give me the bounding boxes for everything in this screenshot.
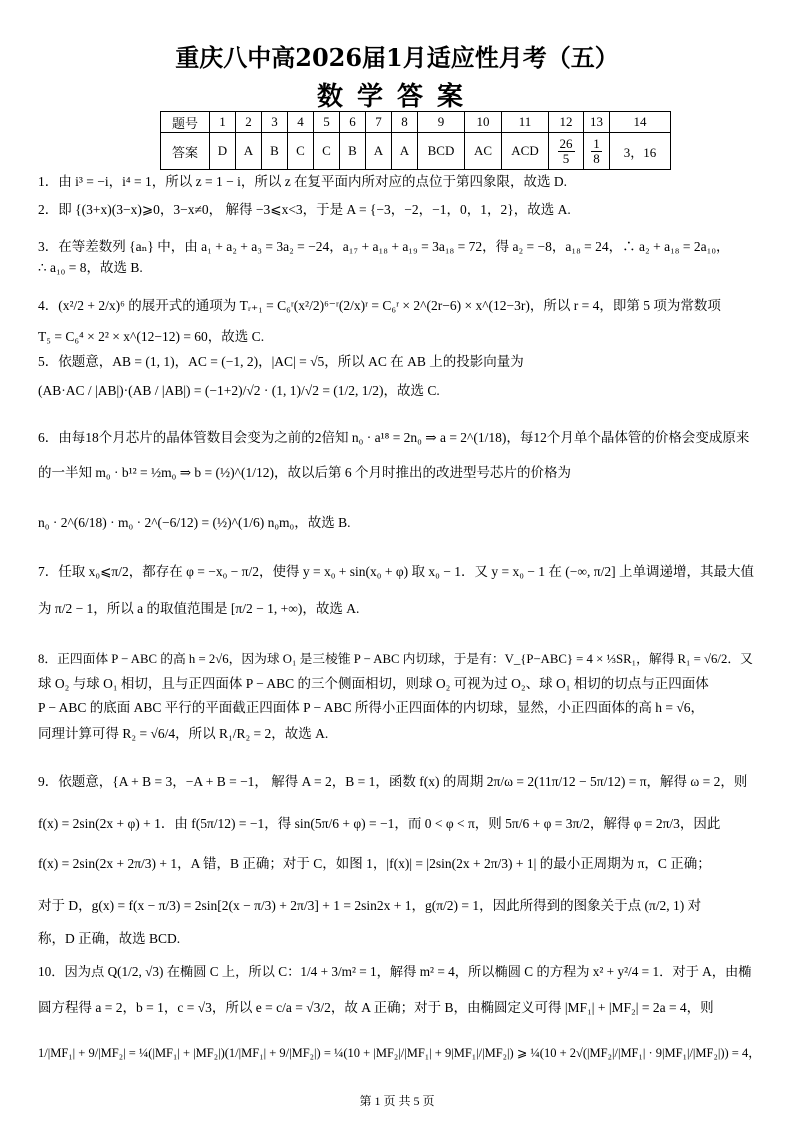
paper-subtitle: 数学答案 — [316, 82, 477, 112]
solution-line: 圆方程得 a = 2，b = 1，c = √3，所以 e = c/a = √3/2，故 A 正确；对于 B，由椭圆定义可得 |MF₁| + |MF₂| = 2a = 4，则 — [38, 1000, 714, 1015]
solution-line: 6．由每18个月芯片的晶体管数目会变为之前的2倍知 n₀ · a¹⁸ = 2n₀ ⇒ a = 2^(1/18)，每12个月单个晶体管的价格会变成原来 — [38, 430, 750, 445]
solution-line: 为 π/2 − 1，所以 a 的取值范围是 [π/2 − 1, +∞)，故选 A. — [38, 601, 360, 616]
solution-line: 8．正四面体 P − ABC 的高 h = 2√6，因为球 O₁ 是三棱锥 P − ABC 内切球，于是有：V_{P−ABC} = 4 × ⅓SR₁，解得 R₁ = √6/2．又 — [38, 652, 753, 666]
answer-cell: A — [236, 133, 262, 170]
solution-line: ∴ a₁₀ = 8，故选 B. — [38, 260, 143, 275]
header-cell: 3 — [262, 112, 288, 133]
fraction-denominator: 5 — [562, 150, 570, 166]
fraction-numerator: 26 — [559, 135, 573, 151]
solution-line: 称，D 正确，故选 BCD. — [38, 931, 181, 946]
solution-line: 同理计算可得 R₂ = √6/4，所以 R₁/R₂ = 2，故选 A. — [38, 726, 329, 741]
answer-cell: AC — [465, 133, 502, 170]
solution-line: n₀ · 2^(6/18) · m₀ · 2^(−6/12) = (½)^(1/6) n₀m₀，故选 B. — [38, 515, 351, 530]
answer-table — [160, 111, 671, 170]
header-cell: 2 — [236, 112, 262, 133]
header-cell: 1 — [210, 112, 236, 133]
header-cell: 14 — [610, 112, 671, 133]
answer-cell: A — [392, 133, 418, 170]
answer-cell: C — [288, 133, 314, 170]
answer-cell: C — [314, 133, 340, 170]
header-cell: 9 — [418, 112, 465, 133]
header-cell: 11 — [502, 112, 549, 133]
solution-line: 2．即 {(3+x)(3−x)⩾0，3−x≠0， 解得 −3⩽x<3，于是 A = {−3，−2，−1，0，1，2}，故选 A. — [38, 202, 571, 217]
answer-cell: BCD — [418, 133, 465, 170]
solution-line: 的一半知 m₀ · b¹² = ½m₀ ⇒ b = (½)^(1/12)，故以后第 6 个月时推出的改进型号芯片的价格为 — [38, 465, 571, 480]
answer-cell: B — [262, 133, 288, 170]
solution-line: 3．在等差数列 {aₙ} 中，由 a₁ + a₂ + a₃ = 3a₂ = −24，a₁₇ + a₁₈ + a₁₉ = 3a₁₈ = 72，得 a₂ = −8，a₁₈ = 24，∴ a₂ + a₁₈ = 2a₁₀， — [38, 239, 730, 254]
header-cell: 题号 — [161, 112, 210, 133]
paper-title: 重庆八中高2026届1月适应性月考（五） — [175, 43, 619, 72]
answer-cell: D — [210, 133, 236, 170]
header-cell: 8 — [392, 112, 418, 133]
answer-label-cell: 答案 — [161, 133, 210, 170]
solution-line: 4．(x²/2 + 2/x)⁶ 的展开式的通项为 Tᵣ₊₁ = C₆ʳ(x²/2)⁶⁻ʳ(2/x)ʳ = C₆ʳ × 2^(2r−6) × x^(12−3r)，所以 r = 4，即第 5 项为常数项 — [38, 298, 721, 313]
header-cell: 10 — [465, 112, 502, 133]
fraction-denominator: 8 — [593, 150, 600, 166]
header-cell: 13 — [584, 112, 610, 133]
answer-cell: ACD — [502, 133, 549, 170]
solution-line: T₅ = C₆⁴ × 2² × x^(12−12) = 60，故选 C. — [38, 329, 265, 344]
answer-cell: A — [366, 133, 392, 170]
header-cell: 12 — [549, 112, 584, 133]
header-cell: 6 — [340, 112, 366, 133]
solution-line: (AB·AC / |AB|)·(AB / |AB|) = (−1+2)/√2 · (1, 1)/√2 = (1/2, 1/2)，故选 C. — [38, 383, 440, 398]
page-footer: 第 1 页 共 5 页 — [359, 1094, 435, 1108]
solution-line: 1/|MF₁| + 9/|MF₂| = ¼(|MF₁| + |MF₂|)(1/|MF₁| + 9/|MF₂|) = ¼(10 + |MF₂|/|MF₁| + 9|MF₁|/|MF₂|) ⩾ ¼(10 + 2√(|MF₂|/|MF₁| · 9|MF₁|/|MF₂|)) = 4， — [38, 1046, 761, 1060]
answer-table-answer-row — [161, 133, 671, 170]
answer-cell-12 — [549, 133, 584, 170]
solution-line: P − ABC 的底面 ABC 平行的平面截正四面体 P − ABC 所得小正四面体的内切球，显然，小正四面体的高 h = √6， — [38, 700, 705, 715]
solution-line: f(x) = 2sin(2x + φ) + 1．由 f(5π/12) = −1，得 sin(5π/6 + φ) = −1，而 0 < φ < π，则 5π/6 + φ = 3π/2，解得 φ = 2π/3，因此 — [38, 816, 721, 831]
solution-line: 5．依题意，AB = (1, 1)，AC = (−1, 2)，|AC| = √5，所以 AC 在 AB 上的投影向量为 — [38, 354, 524, 369]
header-cell: 5 — [314, 112, 340, 133]
fraction — [591, 137, 602, 165]
solution-line: 7．任取 x₀⩽π/2，都存在 φ = −x₀ − π/2，使得 y = x₀ + sin(x₀ + φ) 取 x₀ − 1．又 y = x₀ − 1 在 (−∞, π/2] 上单调递增，其最大值 — [38, 564, 754, 579]
fraction — [558, 137, 575, 165]
solution-line: 1．由 i³ = −i，i⁴ = 1，所以 z = 1 − i，所以 z 在复平面内所对应的点位于第四象限，故选 D. — [38, 174, 568, 189]
header-cell: 7 — [366, 112, 392, 133]
fraction-numerator: 1 — [593, 135, 600, 151]
answer-table-header-row — [161, 112, 671, 133]
solution-line: 9．依题意，{A + B = 3，−A + B = −1， 解得 A = 2，B = 1，函数 f(x) 的周期 2π/ω = 2(11π/12 − 5π/12) = π，解得 ω = 2，则 — [38, 774, 748, 789]
solution-line: 球 O₂ 与球 O₁ 相切，且与正四面体 P − ABC 的三个侧面相切，则球 O₂ 可视为过 O₂、球 O₁ 相切的切点与正四面体 — [38, 676, 709, 691]
answer-cell-13 — [584, 133, 610, 170]
answer-cell: B — [340, 133, 366, 170]
solution-line: 对于 D，g(x) = f(x − π/3) = 2sin[2(x − π/3) + 2π/3] + 1 = 2sin2x + 1，g(π/2) = 1，因此所得到的图象关于点 (π/2, 1) 对 — [38, 898, 702, 913]
header-cell: 4 — [288, 112, 314, 133]
solution-line: f(x) = 2sin(2x + 2π/3) + 1，A 错，B 正确；对于 C，如图 1，|f(x)| = |2sin(2x + 2π/3) + 1| 的最小正周期为 π，C 正确； — [38, 856, 711, 871]
solution-line: 10．因为点 Q(1/2, √3) 在椭圆 C 上，所以 C：1/4 + 3/m² = 1，解得 m² = 4，所以椭圆 C 的方程为 x² + y²/4 = 1．对于 A，由椭 — [38, 964, 752, 979]
answer-cell-14: 3，16 — [610, 133, 671, 170]
